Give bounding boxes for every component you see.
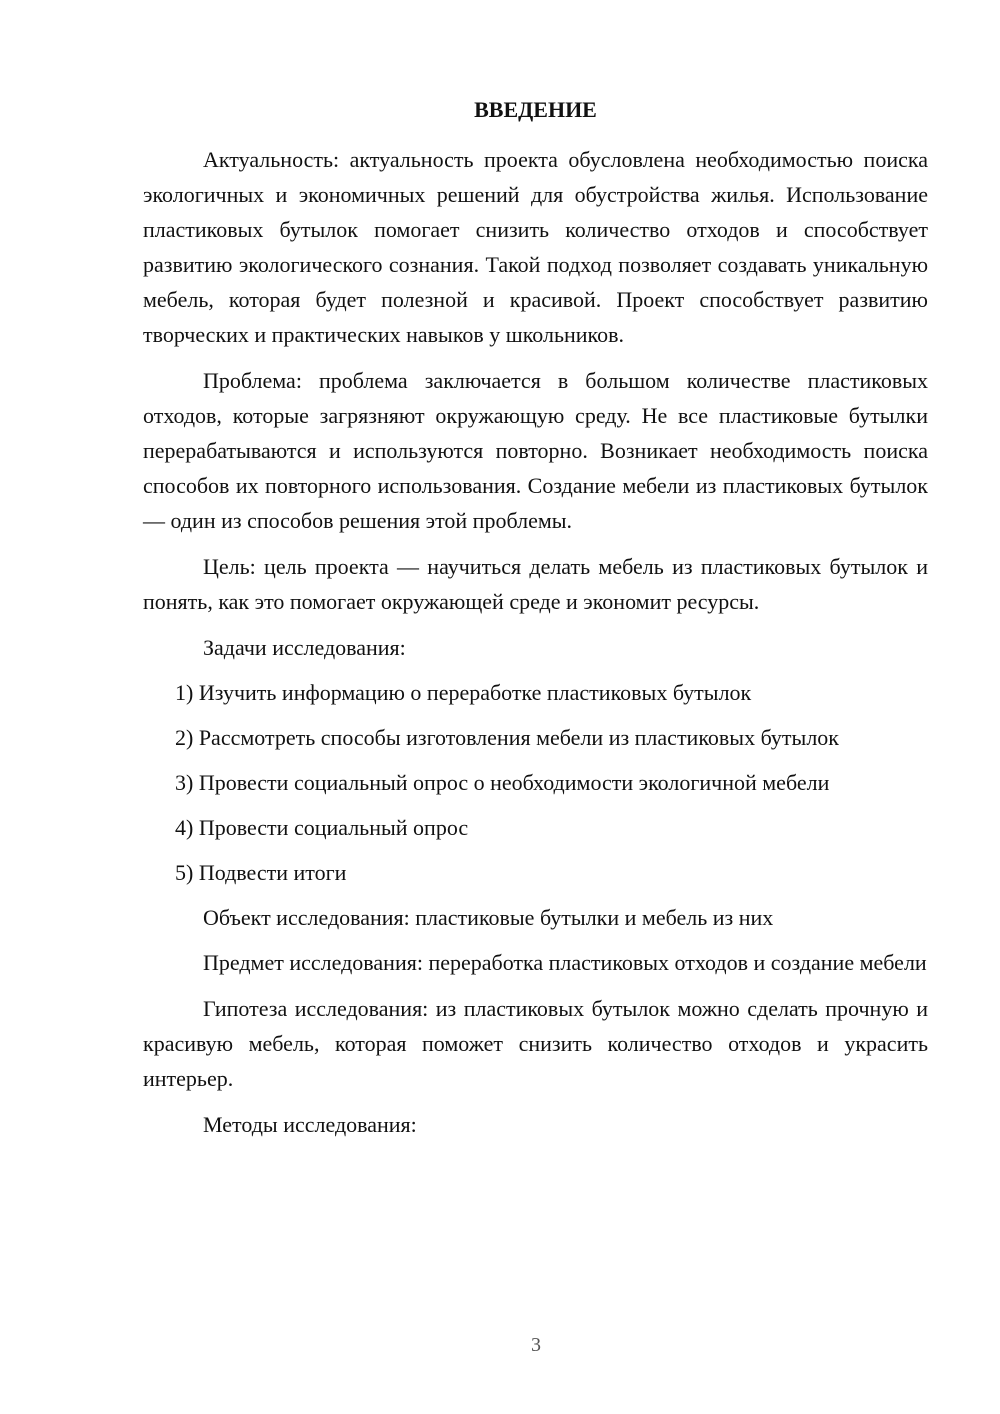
list-item: 1) Изучить информацию о переработке пластиковых бутылок <box>175 680 752 705</box>
hypothesis-paragraph: Гипотеза исследования: из пластиковых бутылок можно сделать прочную и красивую мебель, которая поможет снизить количество отходов и украсить интерьер. <box>143 996 928 1091</box>
list-item: 4) Провести социальный опрос <box>175 815 469 840</box>
list-item: 3) Провести социальный опрос о необходимости экологичной мебели <box>175 770 830 795</box>
goal-paragraph: Цель: цель проекта — научиться делать мебель из пластиковых бутылок и понять, как это помогает окружающей среде и экономит ресурсы. <box>143 554 928 614</box>
object-paragraph: Объект исследования: пластиковые бутылки и мебель из них <box>203 905 774 930</box>
problem-paragraph: Проблема: проблема заключается в большом количестве пластиковых отходов, которые загрязняют окружающую среду. Не все пластиковые бутылки перерабатываются и используются повторно. Возникает необходимость поиска способов их повторного использования. Создание мебели из пластиковых бутылок — один из способов решения этой проблемы. <box>143 368 928 533</box>
page-title: ВВЕДЕНИЕ <box>474 97 597 122</box>
list-item: 2) Рассмотреть способы изготовления мебели из пластиковых бутылок <box>175 725 839 750</box>
list-item: 5) Подвести итоги <box>175 860 347 885</box>
tasks-title: Задачи исследования: <box>203 635 406 660</box>
document-page <box>143 92 928 1153</box>
methods-title: Методы исследования: <box>203 1112 417 1137</box>
subject-paragraph: Предмет исследования: переработка пластиковых отходов и создание мебели <box>203 950 927 975</box>
relevance-paragraph: Актуальность: актуальность проекта обусловлена необходимостью поиска экологичных и экономичных решений для обустройства жилья. Использование пластиковых бутылок помогает снизить количество отходов и способствует развитию экологического сознания. Такой подход позволяет создавать уникальную мебель, которая будет полезной и красивой. Проект способствует развитию творческих и практических навыков у школьников. <box>143 147 928 347</box>
page-number: 3 <box>531 1334 541 1356</box>
